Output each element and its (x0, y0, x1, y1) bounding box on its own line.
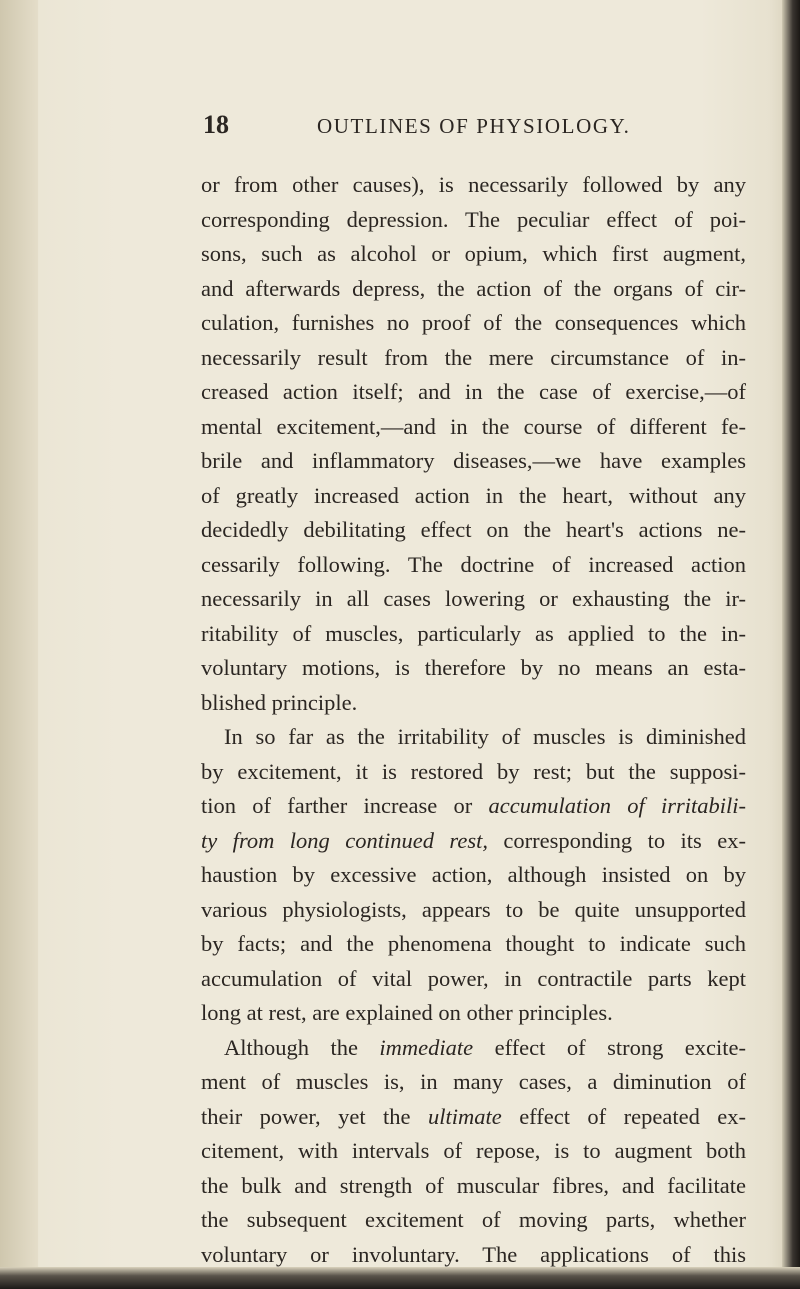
text-line: voluntary or involuntary. The applications of this (201, 1241, 746, 1267)
text-line (201, 824, 746, 859)
text-line: voluntary motions, is therefore by no means an esta- (201, 655, 746, 680)
text-line: ritability of muscles, particularly as applied to the in- (201, 620, 746, 646)
text-line: creased action itself; and in the case of exercise,—of (201, 379, 746, 404)
text-line: haustion by excessive action, although insisted on by (201, 862, 746, 887)
page-header (203, 110, 643, 144)
text-segment: effect of strong excite- (473, 1034, 746, 1060)
text-line: brile and inflammatory diseases,—we have examples (201, 448, 746, 473)
text-line: necessarily result from the mere circumstance of in- (201, 344, 746, 370)
text-segment: tion of farther increase or (201, 793, 489, 818)
text-line: sons, such as alcohol or opium, which first augment, (201, 241, 746, 266)
text-segment: Although the (224, 1034, 380, 1060)
text-segment: corresponding to its ex- (487, 827, 746, 853)
italic-text: ultimate (427, 1103, 502, 1129)
text-line: of greatly increased action in the heart, without any (201, 482, 746, 508)
italic-text: ty from long continued rest, (201, 827, 488, 853)
text-line: long at rest, are explained on other principles. (201, 1000, 613, 1025)
text-line: the bulk and strength of muscular fibres, and facilitate (201, 1172, 746, 1198)
text-line: In so far as the irritability of muscles is diminished (224, 724, 746, 749)
italic-text: accumulation of irritabili- (488, 793, 746, 818)
page-number: 18 (203, 110, 229, 139)
page-edge-right (782, 0, 800, 1289)
text-line: by facts; and the phenomena thought to indicate such (201, 931, 746, 956)
text-line: citement, with intervals of repose, is to augment both (201, 1138, 746, 1163)
text-line: by excitement, it is restored by rest; but the supposi- (201, 758, 746, 784)
text-line (201, 1031, 746, 1066)
text-segment: their power, yet the (201, 1103, 428, 1129)
text-line (201, 1100, 746, 1135)
text-line: accumulation of vital power, in contractile parts kept (201, 965, 746, 991)
running-title: OUTLINES OF PHYSIOLOGY. (317, 114, 631, 138)
text-line: the subsequent excitement of moving parts, whether (201, 1207, 746, 1232)
text-line: cessarily following. The doctrine of increased action (201, 551, 746, 577)
text-line: various physiologists, appears to be quite unsupported (201, 896, 746, 922)
text-line (201, 789, 746, 824)
text-line: decidedly debilitating effect on the heart's actions ne- (201, 517, 746, 542)
text-line: and afterwards depress, the action of the organs of cir- (201, 275, 746, 301)
text-line: necessarily in all cases lowering or exhausting the ir- (201, 586, 746, 611)
text-line: ment of muscles is, in many cases, a diminution of (201, 1069, 746, 1094)
text-line: culation, furnishes no proof of the consequences which (201, 310, 746, 335)
binding-gutter (0, 0, 38, 1289)
italic-text: immediate (379, 1034, 474, 1060)
text-line: mental excitement,—and in the course of different fe- (201, 413, 746, 439)
text-line: blished principle. (201, 689, 358, 715)
text-segment: effect of repeated ex- (501, 1103, 746, 1129)
body-text (201, 168, 746, 1272)
text-line: corresponding depression. The peculiar effect of poi- (201, 206, 746, 232)
text-line: or from other causes), is necessarily followed by any (201, 172, 746, 197)
